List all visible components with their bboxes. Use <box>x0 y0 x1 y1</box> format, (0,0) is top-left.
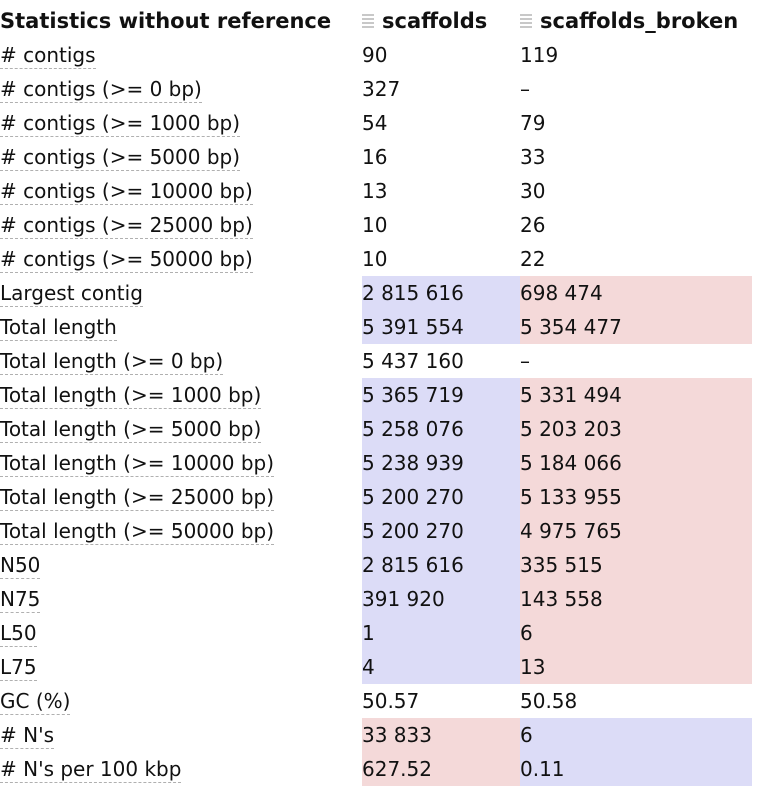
value-cell-scaffolds: 327 <box>362 77 401 101</box>
metric-cell <box>0 242 362 276</box>
metric-label[interactable]: Total length <box>0 315 117 339</box>
table-row <box>0 242 752 276</box>
metric-label[interactable]: # contigs (>= 5000 bp) <box>0 145 241 169</box>
metric-label[interactable]: N75 <box>0 587 41 611</box>
value-cell-scaffolds-broken: 143 558 <box>520 582 752 616</box>
metric-label[interactable]: # contigs <box>0 43 96 67</box>
value-cell-scaffolds: 5 437 160 <box>362 349 464 373</box>
metric-cell <box>0 548 362 582</box>
metric-cell <box>0 378 362 412</box>
value-cell-scaffolds-broken: 30 <box>520 179 546 203</box>
metric-label[interactable]: L50 <box>0 621 37 645</box>
table-row <box>0 38 752 72</box>
metric-label[interactable]: N50 <box>0 553 41 577</box>
value-cell-scaffolds: 1 <box>362 616 520 650</box>
column-header-scaffolds-broken[interactable] <box>520 4 752 38</box>
table-row <box>0 276 752 310</box>
metric-cell <box>0 38 362 72</box>
value-cell-scaffolds: 10 <box>362 247 388 271</box>
metric-label[interactable]: # N's <box>0 723 54 747</box>
metric-cell <box>0 684 362 718</box>
value-cell-scaffolds-broken: 26 <box>520 213 546 237</box>
table-row <box>0 616 752 650</box>
value-cell-scaffolds: 5 258 076 <box>362 412 520 446</box>
metric-label[interactable]: Total length (>= 25000 bp) <box>0 485 275 509</box>
value-cell-scaffolds: 391 920 <box>362 582 520 616</box>
value-cell-scaffolds-broken: 5 203 203 <box>520 412 752 446</box>
value-cell-scaffolds-broken: 50.58 <box>520 689 578 713</box>
value-cell-scaffolds-broken: 13 <box>520 650 752 684</box>
value-cell-scaffolds-broken: 5 133 955 <box>520 480 752 514</box>
value-cell-scaffolds-broken: 0.11 <box>520 752 752 786</box>
value-cell-scaffolds-broken: 119 <box>520 43 559 67</box>
value-cell-scaffolds: 16 <box>362 145 388 169</box>
table-title: Statistics without reference <box>0 9 332 33</box>
metric-label[interactable]: # contigs (>= 10000 bp) <box>0 179 253 203</box>
value-cell-scaffolds-broken: 79 <box>520 111 546 135</box>
value-cell-scaffolds: 54 <box>362 111 388 135</box>
metric-cell <box>0 174 362 208</box>
value-cell-scaffolds: 13 <box>362 179 388 203</box>
value-cell-scaffolds-broken: – <box>520 349 530 373</box>
table-body <box>0 38 752 786</box>
table-row <box>0 650 752 684</box>
metric-label[interactable]: Total length (>= 0 bp) <box>0 349 224 373</box>
metric-label[interactable]: Total length (>= 10000 bp) <box>0 451 275 475</box>
metric-cell <box>0 582 362 616</box>
table-row <box>0 752 752 786</box>
table-row <box>0 718 752 752</box>
table-row <box>0 174 752 208</box>
metric-label[interactable]: # contigs (>= 25000 bp) <box>0 213 253 237</box>
table-row <box>0 480 752 514</box>
table-row <box>0 582 752 616</box>
value-cell-scaffolds-broken: 5 331 494 <box>520 378 752 412</box>
metric-cell <box>0 718 362 752</box>
value-cell-scaffolds: 5 365 719 <box>362 378 520 412</box>
metric-label[interactable]: Largest contig <box>0 281 143 305</box>
metric-label[interactable]: # contigs (>= 0 bp) <box>0 77 202 101</box>
metric-cell <box>0 514 362 548</box>
table-row <box>0 310 752 344</box>
value-cell-scaffolds: 5 200 270 <box>362 514 520 548</box>
value-cell-scaffolds: 5 238 939 <box>362 446 520 480</box>
value-cell-scaffolds-broken: 4 975 765 <box>520 514 752 548</box>
value-cell-scaffolds: 2 815 616 <box>362 276 520 310</box>
value-cell-scaffolds: 33 833 <box>362 718 520 752</box>
table-row <box>0 412 752 446</box>
value-cell-scaffolds: 4 <box>362 650 520 684</box>
value-cell-scaffolds: 10 <box>362 213 388 237</box>
header-row <box>0 4 752 38</box>
value-cell-scaffolds-broken: 5 354 477 <box>520 310 752 344</box>
metric-cell <box>0 310 362 344</box>
value-cell-scaffolds-broken: 698 474 <box>520 276 752 310</box>
metric-label[interactable]: # contigs (>= 50000 bp) <box>0 247 253 271</box>
metric-cell <box>0 616 362 650</box>
value-cell-scaffolds-broken: 335 515 <box>520 548 752 582</box>
statistics-table <box>0 4 752 786</box>
metric-label[interactable]: GC (%) <box>0 689 71 713</box>
metric-cell <box>0 72 362 106</box>
drag-handle-icon[interactable] <box>520 13 532 29</box>
metric-cell <box>0 446 362 480</box>
table-row <box>0 106 752 140</box>
metric-label[interactable]: # N's per 100 kbp <box>0 757 182 781</box>
metric-label[interactable]: Total length (>= 50000 bp) <box>0 519 275 543</box>
metric-cell <box>0 140 362 174</box>
table-row <box>0 344 752 378</box>
table-row <box>0 72 752 106</box>
metric-cell <box>0 106 362 140</box>
metric-label[interactable]: Total length (>= 5000 bp) <box>0 417 262 441</box>
table-row <box>0 378 752 412</box>
value-cell-scaffolds-broken: 6 <box>520 616 752 650</box>
table-row <box>0 514 752 548</box>
column-header-label: scaffolds_broken <box>540 9 739 33</box>
metric-cell <box>0 752 362 786</box>
value-cell-scaffolds-broken: 6 <box>520 718 752 752</box>
table-row <box>0 140 752 174</box>
metric-cell <box>0 208 362 242</box>
value-cell-scaffolds-broken: 33 <box>520 145 546 169</box>
value-cell-scaffolds: 627.52 <box>362 752 520 786</box>
metric-label[interactable]: Total length (>= 1000 bp) <box>0 383 262 407</box>
value-cell-scaffolds: 5 200 270 <box>362 480 520 514</box>
metric-cell <box>0 650 362 684</box>
metric-cell <box>0 344 362 378</box>
column-header-scaffolds[interactable] <box>362 4 520 38</box>
table-row <box>0 548 752 582</box>
value-cell-scaffolds: 5 391 554 <box>362 310 520 344</box>
table-row <box>0 446 752 480</box>
table-row <box>0 208 752 242</box>
metric-cell <box>0 480 362 514</box>
value-cell-scaffolds: 2 815 616 <box>362 548 520 582</box>
column-header-label: scaffolds <box>382 9 488 33</box>
value-cell-scaffolds: 50.57 <box>362 689 420 713</box>
value-cell-scaffolds-broken: – <box>520 77 530 101</box>
drag-handle-icon[interactable] <box>362 13 374 29</box>
value-cell-scaffolds: 90 <box>362 43 388 67</box>
metric-cell <box>0 276 362 310</box>
value-cell-scaffolds-broken: 5 184 066 <box>520 446 752 480</box>
metric-label[interactable]: L75 <box>0 655 37 679</box>
metric-label[interactable]: # contigs (>= 1000 bp) <box>0 111 241 135</box>
value-cell-scaffolds-broken: 22 <box>520 247 546 271</box>
metric-cell <box>0 412 362 446</box>
table-row <box>0 684 752 718</box>
